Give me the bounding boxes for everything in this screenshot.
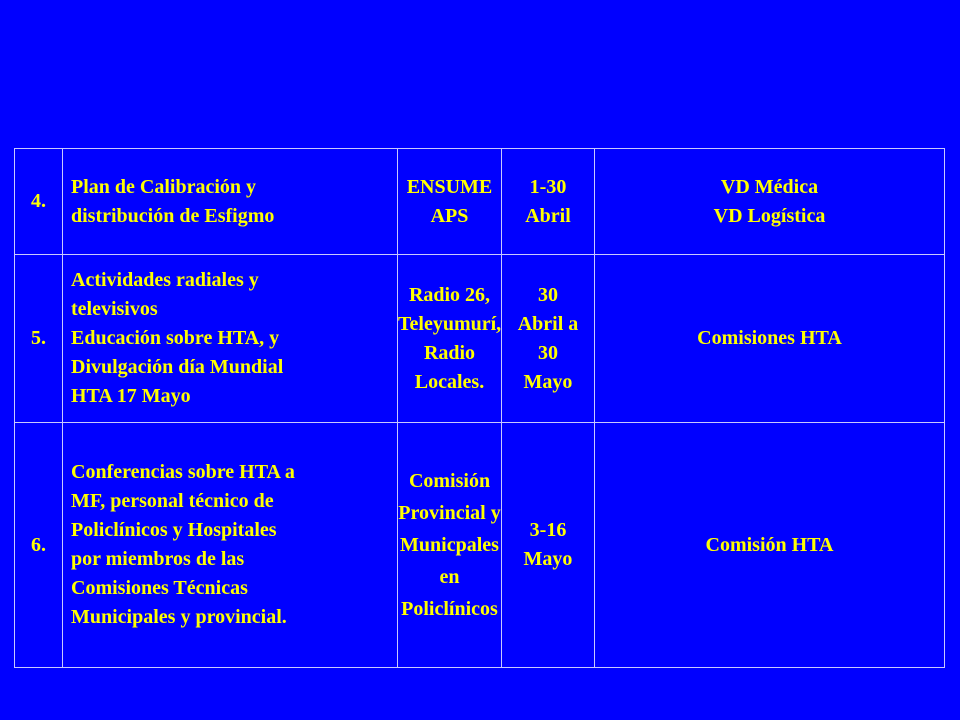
- activity-cell: [63, 255, 398, 423]
- activity-line: Municipales y provincial.: [71, 606, 287, 628]
- place-line: Policlínicos: [401, 598, 498, 620]
- place-line: Radio 26,: [408, 283, 491, 306]
- responsible-line: VD Médica: [720, 175, 819, 198]
- activity-cell: [63, 149, 398, 255]
- activity-line: Policlínicos y Hospitales: [71, 519, 277, 541]
- place-line: en: [439, 566, 460, 588]
- date-cell: [502, 149, 595, 255]
- place-cell: [398, 149, 502, 255]
- place-line: Radio: [423, 341, 476, 364]
- row-number: 4.: [15, 149, 63, 255]
- activity-line: Educación sobre HTA, y: [71, 327, 280, 349]
- activity-line: MF, personal técnico de: [71, 490, 274, 512]
- date-line: 1-30: [529, 175, 567, 198]
- responsible-line: Comisión HTA: [705, 533, 834, 556]
- activity-line: por miembros de las: [71, 548, 245, 570]
- activity-line: Comisiones Técnicas: [71, 577, 248, 599]
- responsible-cell: [595, 149, 945, 255]
- date-line: 30: [538, 283, 558, 306]
- activity-line: distribución de Esfigmo: [71, 204, 275, 227]
- activity-line: Actividades radiales y: [71, 269, 259, 291]
- place-line: Municpales: [400, 534, 499, 556]
- activity-line: televisivos: [71, 298, 158, 320]
- responsible-cell: [595, 423, 945, 668]
- table-row: [15, 423, 945, 668]
- plan-table: [14, 148, 945, 668]
- table-row: [15, 149, 945, 255]
- date-cell: [502, 255, 595, 423]
- date-cell: [502, 423, 595, 668]
- responsible-cell: [595, 255, 945, 423]
- responsible-line: Comisiones HTA: [697, 327, 842, 349]
- place-cell: [398, 255, 502, 423]
- place-line: APS: [430, 204, 469, 227]
- place-line: Provincial y: [398, 502, 501, 524]
- place-line: Comisión: [408, 470, 491, 492]
- date-line: 3-16: [529, 519, 567, 541]
- place-cell: [398, 423, 502, 668]
- activity-line: Plan de Calibración y: [71, 175, 257, 198]
- row-number: 5.: [15, 255, 63, 423]
- date-line: Abril: [525, 204, 571, 227]
- activity-cell: [63, 423, 398, 668]
- date-line: 30: [538, 341, 558, 364]
- date-line: Abril a: [517, 312, 579, 335]
- row-number: 6.: [15, 423, 63, 668]
- activity-line: Conferencias sobre HTA a: [71, 461, 295, 483]
- place-line: ENSUME: [406, 175, 493, 198]
- date-line: Mayo: [523, 370, 573, 393]
- responsible-line: VD Logística: [713, 204, 826, 227]
- activity-line: HTA 17 Mayo: [71, 385, 191, 407]
- place-line: Teleyumurí,: [398, 312, 502, 335]
- place-line: Locales.: [414, 370, 485, 393]
- date-line: Mayo: [523, 548, 573, 570]
- table-row: [15, 255, 945, 423]
- activity-line: Divulgación día Mundial: [71, 356, 284, 378]
